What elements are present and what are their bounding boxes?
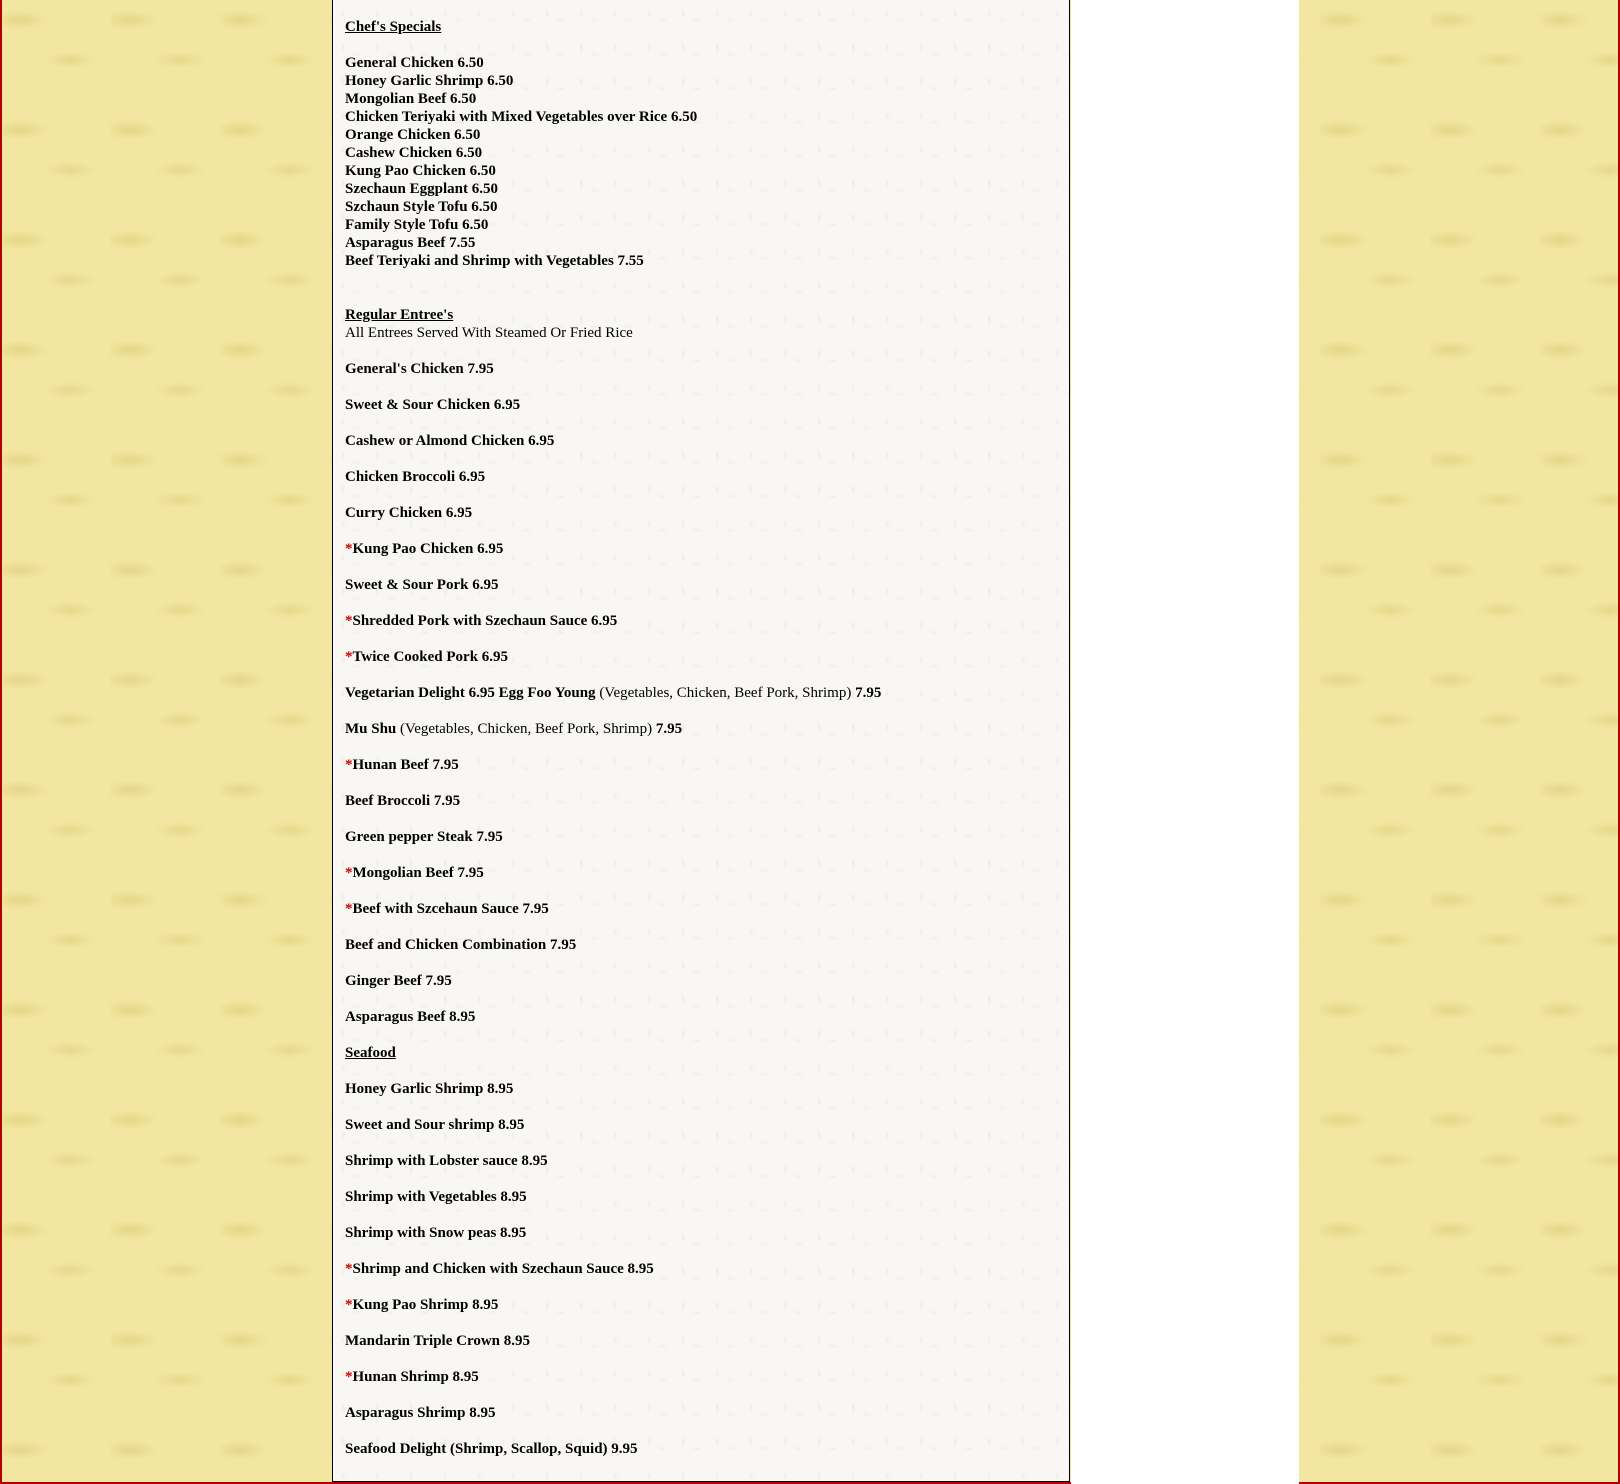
menu-item-text: Sweet & Sour Chicken 6.95 [345, 397, 521, 413]
menu-item [345, 1368, 1055, 1386]
menu-panel [332, 0, 1070, 1482]
chefs-specials-heading: Chef's Specials [345, 19, 442, 35]
menu-item-text: Asparagus Beef 8.95 [345, 1009, 476, 1025]
menu-item [345, 504, 1055, 522]
menu-item [345, 648, 1055, 666]
menu-item: Honey Garlic Shrimp 6.50 [345, 73, 514, 89]
menu-item [345, 756, 1055, 774]
menu-item [345, 576, 1055, 594]
menu-item [345, 900, 1055, 918]
menu-item [345, 1296, 1055, 1314]
menu-item [345, 360, 1055, 378]
menu-item-text: Beef and Chicken Combination 7.95 [345, 937, 577, 953]
menu-item: Orange Chicken 6.50 [345, 127, 481, 143]
menu-item [345, 936, 1055, 954]
right-white-column [1071, 0, 1299, 1484]
spicy-marker: * [345, 1297, 353, 1313]
mu-shu-item [345, 720, 1055, 738]
spicy-marker: * [345, 757, 353, 773]
menu-item: Chicken Teriyaki with Mixed Vegetables over Rice 6.50 [345, 109, 698, 125]
menu-item [345, 1080, 1055, 1098]
menu-item [345, 396, 1055, 414]
menu-item [345, 540, 1055, 558]
menu-item-text: Shrimp with Vegetables 8.95 [345, 1189, 527, 1205]
menu-item [345, 864, 1055, 882]
spicy-marker: * [345, 901, 353, 917]
menu-item-text: Ginger Beef 7.95 [345, 973, 452, 989]
menu-item: General Chicken 6.50 [345, 55, 484, 71]
menu-item [345, 1260, 1055, 1278]
menu-item [345, 1440, 1055, 1458]
egg-foo-young-price: 7.95 [855, 685, 882, 701]
seafood-heading: Seafood [345, 1045, 396, 1061]
egg-foo-young-item [345, 684, 1055, 702]
menu-item [345, 1152, 1055, 1170]
menu-item-text: Shrimp with Snow peas 8.95 [345, 1225, 527, 1241]
menu-content [345, 18, 1055, 1458]
menu-item-text: Beef Broccoli 7.95 [345, 793, 461, 809]
menu-item-text: Honey Garlic Shrimp 8.95 [345, 1081, 514, 1097]
menu-item-text: Hunan Beef 7.95 [352, 757, 459, 773]
menu-item-text: Cashew or Almond Chicken 6.95 [345, 433, 555, 449]
menu-item [345, 792, 1055, 810]
menu-item-text: Kung Pao Chicken 6.95 [352, 541, 504, 557]
regular-entrees-list-2 [345, 756, 1055, 1026]
mu-shu-options: (Vegetables, Chicken, Beef Pork, Shrimp) [396, 721, 656, 737]
menu-item-text: Shredded Pork with Szechaun Sauce 6.95 [352, 613, 618, 629]
menu-item: Mongolian Beef 6.50 [345, 91, 477, 107]
menu-item [345, 1116, 1055, 1134]
spicy-marker: * [345, 1369, 353, 1385]
menu-item-text: Curry Chicken 6.95 [345, 505, 473, 521]
regular-entrees-heading: Regular Entree's [345, 307, 454, 323]
menu-item: Szchaun Style Tofu 6.50 [345, 199, 498, 215]
egg-foo-young-options: (Vegetables, Chicken, Beef Pork, Shrimp) [595, 685, 856, 701]
menu-item [345, 468, 1055, 486]
menu-item [345, 1224, 1055, 1242]
regular-entrees-note: All Entrees Served With Steamed Or Fried Rice [345, 325, 633, 341]
menu-item-text: Mongolian Beef 7.95 [352, 865, 484, 881]
menu-item [345, 828, 1055, 846]
page-left-border [0, 0, 2, 1484]
menu-item: Szechaun Eggplant 6.50 [345, 181, 498, 197]
menu-item [345, 972, 1055, 990]
spicy-marker: * [345, 541, 353, 557]
menu-item-text: Twice Cooked Pork 6.95 [352, 649, 509, 665]
menu-item [345, 1404, 1055, 1422]
menu-item-text: Chicken Broccoli 6.95 [345, 469, 486, 485]
menu-item [345, 1008, 1055, 1026]
chefs-specials-list [345, 54, 1055, 270]
menu-item: Family Style Tofu 6.50 [345, 217, 489, 233]
spicy-marker: * [345, 865, 353, 881]
menu-item-text: Sweet and Sour shrimp 8.95 [345, 1117, 525, 1133]
menu-item: Beef Teriyaki and Shrimp with Vegetables 7.55 [345, 253, 644, 269]
menu-item [345, 432, 1055, 450]
menu-item [345, 612, 1055, 630]
menu-item-text: Green pepper Steak 7.95 [345, 829, 503, 845]
regular-entrees-list [345, 360, 1055, 684]
menu-item-text: Shrimp and Chicken with Szechaun Sauce 8.95 [352, 1261, 654, 1277]
menu-item-text: Sweet & Sour Pork 6.95 [345, 577, 499, 593]
menu-item-text: General's Chicken 7.95 [345, 361, 494, 377]
spicy-marker: * [345, 649, 353, 665]
menu-item [345, 1188, 1055, 1206]
mu-shu-name: Mu Shu [345, 721, 397, 737]
menu-item-text: Mandarin Triple Crown 8.95 [345, 1333, 531, 1349]
menu-item [345, 1332, 1055, 1350]
menu-item-text: Hunan Shrimp 8.95 [352, 1369, 479, 1385]
menu-item-text: Beef with Szcehaun Sauce 7.95 [352, 901, 549, 917]
egg-foo-young-name: Vegetarian Delight 6.95 Egg Foo Young [345, 685, 596, 701]
menu-item: Kung Pao Chicken 6.50 [345, 163, 496, 179]
menu-item-text: Seafood Delight (Shrimp, Scallop, Squid) 9.95 [345, 1441, 638, 1457]
spicy-marker: * [345, 1261, 353, 1277]
mu-shu-price: 7.95 [655, 721, 683, 737]
menu-item: Asparagus Beef 7.55 [345, 235, 476, 251]
seafood-list [345, 1080, 1055, 1458]
menu-item: Cashew Chicken 6.50 [345, 145, 483, 161]
menu-item-text: Shrimp with Lobster sauce 8.95 [345, 1153, 548, 1169]
menu-item-text: Asparagus Shrimp 8.95 [345, 1405, 496, 1421]
spicy-marker: * [345, 613, 353, 629]
menu-item-text: Kung Pao Shrimp 8.95 [352, 1297, 499, 1313]
